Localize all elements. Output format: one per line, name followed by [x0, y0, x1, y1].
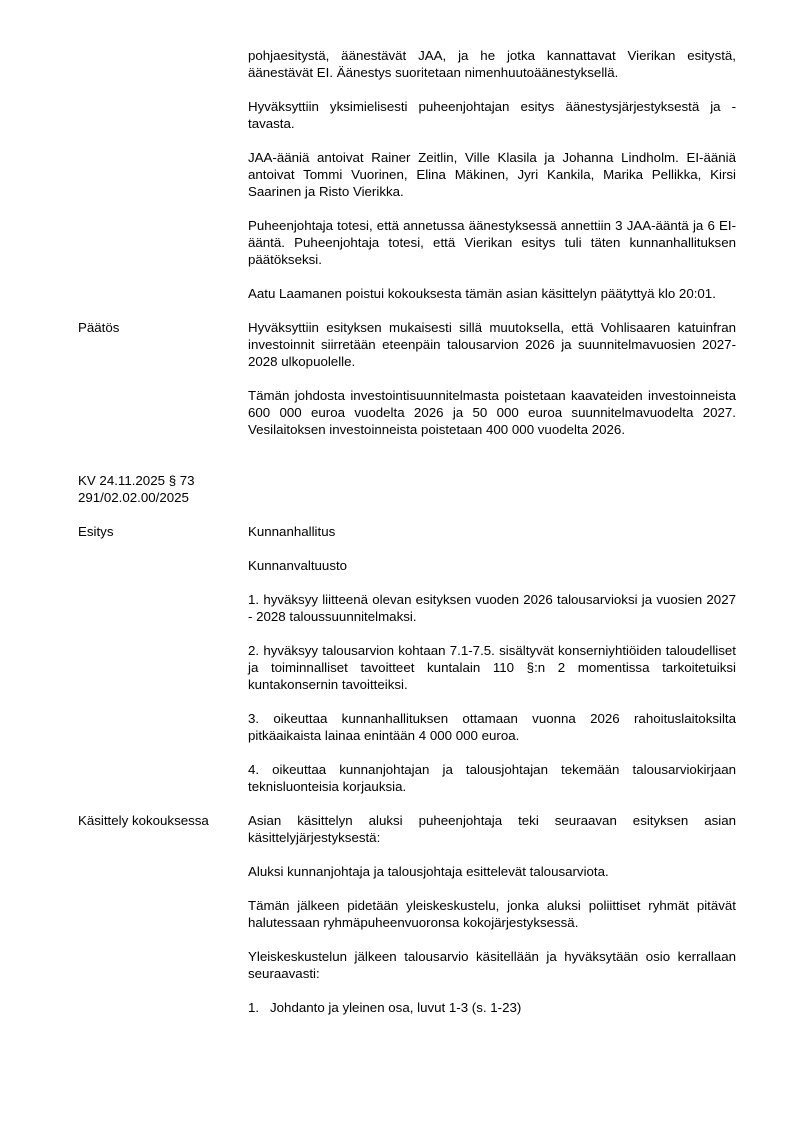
- case-reference-block: [78, 472, 736, 506]
- paragraph: Aluksi kunnanjohtaja ja talousjohtaja esittelevät talousarviota.: [248, 864, 609, 879]
- paragraph: Hyväksyttiin yksimielisesti puheenjohtajan esitys äänestysjärjestyksestä ja -tavasta.: [248, 99, 736, 131]
- paragraph: Aatu Laamanen poistui kokouksesta tämän asian käsittelyn päätyttyä klo 20:01.: [248, 286, 716, 301]
- section-body: [248, 812, 736, 1033]
- diary-number: 291/02.02.00/2025: [78, 490, 189, 505]
- paragraph: 4. oikeuttaa kunnanjohtajan ja talousjohtajan tekemään talousarviokirjaan teknisluonteisia korjauksia.: [248, 762, 736, 794]
- case-reference: KV 24.11.2025 § 73: [78, 473, 195, 488]
- paragraph: Tämän jälkeen pidetään yleiskeskustelu, jonka aluksi poliittiset ryhmät pitävät halutessaan ryhmäpuheenvuoronsa kokojärjestyksessä.: [248, 898, 736, 930]
- section-paatos: [78, 319, 736, 455]
- section-kasittely: [78, 812, 736, 1033]
- paragraph: Yleiskeskustelun jälkeen talousarvio käsitellään ja hyväksytään osio kerrallaan seuraavasti:: [248, 949, 736, 981]
- list-marker: 1.: [248, 1000, 260, 1015]
- list-item-text: Johdanto ja yleinen osa, luvut 1-3 (s. 1-23): [270, 1000, 522, 1015]
- section-body: [248, 523, 736, 812]
- section-label-esitys: Esitys: [78, 524, 114, 539]
- section-esitys: [78, 523, 736, 812]
- paragraph: pohjaesitystä, äänestävät JAA, ja he jotka kannattavat Vierikan esitystä, äänestävät EI. Äänestys suoritetaan nimenhuutoäänestyksellä.: [248, 48, 736, 80]
- paragraph: Hyväksyttiin esityksen mukaisesti sillä muutoksella, että Vohlisaaren katuinfran investoinnit siirretään eteenpäin talousarvion 2026 ja suunnitelmavuosien 2027-2028 ulkopuolelle.: [248, 320, 736, 369]
- paragraph: 3. oikeuttaa kunnanhallituksen ottamaan vuonna 2026 rahoituslaitoksilta pitkäaikaista lainaa enintään 4 000 000 euroa.: [248, 711, 736, 743]
- section-body: [248, 47, 736, 319]
- paragraph: JAA-ääniä antoivat Rainer Zeitlin, Ville Klasila ja Johanna Lindholm. EI-ääniä antoivat Tommi Vuorinen, Elina Mäkinen, Jyri Kankila, Marika Pellikka, Kirsi Saarinen ja Risto Vierikka.: [248, 150, 736, 199]
- paragraph: Puheenjohtaja totesi, että annetussa äänestyksessä annettiin 3 JAA-ääntä ja 6 EI-ääntä. Puheenjohtaja totesi, että Vierikan esitys tuli täten kunnanhallituksen päätökseksi.: [248, 218, 736, 267]
- paragraph: 2. hyväksyy talousarvion kohtaan 7.1-7.5. sisältyvät konserniyhtiöiden taloudelliset ja toiminnalliset tavoitteet kuntalain 110 §:n 2 momentissa tarkoitetuiksi kuntakonsernin tavoitteiksi.: [248, 643, 736, 692]
- paragraph: Kunnanhallitus: [248, 524, 336, 539]
- section-intro: [78, 47, 736, 319]
- section-label-paatos: Päätös: [78, 320, 120, 335]
- section-label-kasittely: Käsittely kokouksessa: [78, 813, 209, 828]
- paragraph: Asian käsittelyn aluksi puheenjohtaja teki seuraavan esityksen asian käsittelyjärjestyksestä:: [248, 813, 736, 845]
- paragraph: Kunnanvaltuusto: [248, 558, 348, 573]
- list-item: [248, 999, 736, 1016]
- paragraph: 1. hyväksyy liitteenä olevan esityksen vuoden 2026 talousarvioksi ja vuosien 2027 - 2028 taloussuunnitelmaksi.: [248, 592, 736, 624]
- paragraph: Tämän johdosta investointisuunnitelmasta poistetaan kaavateiden investoinneista 600 000 euroa vuodelta 2026 ja 50 000 euroa suunnitelmavuodelta 2027. Vesilaitoksen investoinneista poistetaan 400 000 vuodelta 2026.: [248, 388, 736, 437]
- section-body: [248, 319, 736, 455]
